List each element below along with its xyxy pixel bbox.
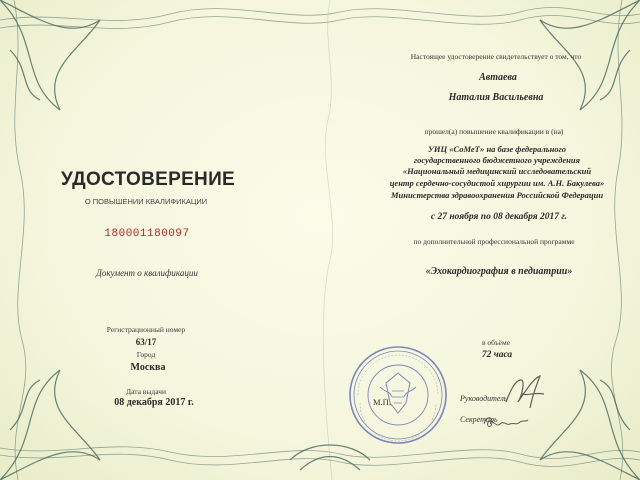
secretary-signature [480, 410, 530, 434]
serial-number: 180001180097 [104, 228, 190, 240]
organization-line: государственного бюджетного учреждения [414, 155, 580, 165]
issue-date-value: 08 декабря 2017 г. [114, 397, 194, 408]
passed-text: прошел(а) повышение квалификации в (на) [424, 127, 564, 136]
holder-surname: Автаева [479, 72, 517, 83]
head-signature [500, 372, 550, 412]
training-period: с 27 ноября по 08 декабря 2017 г. [430, 212, 568, 222]
holder-name: Наталия Васильевна [448, 92, 544, 103]
intro-text: Настоящее удостоверение свидетельствует о том, что [410, 52, 582, 61]
issue-date-label: Дата выдачи [125, 387, 167, 396]
registration-value: 63/17 [135, 337, 157, 347]
document-type: Документ о квалификации [96, 268, 198, 278]
official-seal [346, 343, 450, 447]
certificate-title: УДОСТОВЕРЕНИЕ [60, 169, 236, 190]
registration-label: Регистрационный номер [106, 325, 186, 334]
secretary-label: Секретарь [460, 415, 498, 424]
organization-line: «Национальный медицинский исследовательский [402, 166, 592, 176]
organization-line: центр сердечно-сосудистой хирургии им. А.Н. Бакулева» [389, 178, 605, 188]
volume-value: 72 часа [481, 350, 513, 360]
program-label: по дополнительной профессиональной программе [413, 237, 575, 246]
seal-place-label: М.П. [373, 397, 391, 407]
organization-line: УИЦ «СоМеТ» на базе федерального [427, 144, 567, 154]
certificate-subtitle: О ПОВЫШЕНИИ КВАЛИФИКАЦИИ [84, 197, 208, 206]
head-label: Руководитель [460, 394, 508, 403]
volume-label: в объёме [481, 338, 511, 347]
organization-line: Министерства здравоохранения Российской Федерации [390, 190, 604, 200]
city-value: Москва [130, 362, 166, 373]
program-title: «Эхокардиография в педиатрии» [425, 266, 573, 277]
city-label: Город [136, 350, 156, 359]
